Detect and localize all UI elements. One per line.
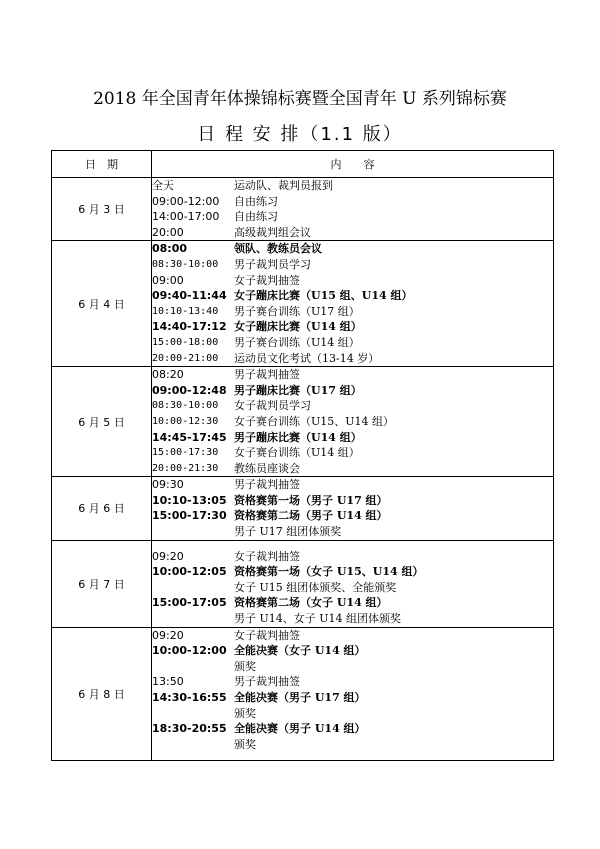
event-time: 10:10-13:40	[152, 305, 219, 317]
event-time: 20:00-21:30	[152, 462, 219, 474]
spacer	[152, 752, 553, 760]
event-description: 全能决赛（女子 U14 组）	[234, 644, 366, 658]
event-description: 女子裁判抽签	[234, 549, 300, 563]
event-time	[152, 524, 234, 540]
event-description: 颁奖	[234, 706, 256, 720]
schedule-line	[152, 257, 553, 273]
schedule-body	[52, 178, 554, 761]
event-time: 08:00	[152, 242, 188, 256]
day-date-cell: 6 月 8 日	[52, 627, 152, 761]
event-description: 运动队、裁判员报到	[234, 179, 333, 192]
event-time	[152, 737, 234, 753]
schedule-line	[152, 304, 553, 320]
schedule-line	[152, 508, 553, 524]
table-row	[52, 241, 554, 367]
schedule-line	[152, 335, 553, 351]
table-row	[52, 540, 554, 627]
event-time: 14:40-17:12	[152, 320, 227, 334]
schedule-line	[152, 477, 553, 493]
event-description: 女子 U15 组团体颁奖、全能颁奖	[234, 580, 397, 594]
day-content-cell	[152, 178, 554, 241]
schedule-line	[152, 398, 553, 414]
schedule-line	[152, 721, 553, 737]
schedule-line	[152, 241, 553, 257]
schedule-line	[152, 737, 553, 753]
event-time: 08:20	[152, 368, 184, 382]
event-description: 资格赛第一场（女子 U15、U14 组）	[234, 565, 424, 579]
event-time: 08:30-10:00	[152, 400, 219, 412]
table-header-row	[52, 151, 554, 178]
event-description: 女子蹦床比赛（U14 组）	[234, 320, 362, 334]
event-description: 全能决赛（男子 U17 组）	[234, 691, 366, 704]
schedule-line	[152, 430, 553, 446]
event-time: 全天	[152, 179, 174, 192]
event-time: 20:00-21:00	[152, 352, 219, 364]
event-time: 08:30-10:00	[152, 258, 219, 270]
schedule-table	[51, 150, 554, 761]
event-time: 14:30-16:55	[152, 691, 227, 704]
event-description: 教练员座谈会	[234, 461, 300, 475]
schedule-line	[152, 690, 553, 706]
event-time: 09:30	[152, 478, 184, 492]
event-time: 14:00-17:00	[152, 210, 220, 224]
event-time: 14:45-17:45	[152, 430, 227, 444]
event-description: 男子蹦床比赛（U17 组）	[234, 383, 362, 397]
event-description: 女子蹦床比赛（U15 组、U14 组）	[234, 289, 413, 303]
event-description: 资格赛第二场（女子 U14 组）	[234, 596, 388, 610]
day-date-cell: 6 月 6 日	[52, 477, 152, 540]
event-time: 09:40-11:44	[152, 289, 227, 303]
event-description: 女子赛台训练（U14 组）	[234, 446, 360, 460]
event-description: 男子裁判员学习	[234, 257, 311, 271]
event-description: 资格赛第二场（男子 U14 组）	[234, 509, 388, 523]
schedule-line	[152, 595, 553, 611]
event-description: 高级裁判组会议	[234, 225, 311, 239]
event-description: 男子赛台训练（U14 组）	[234, 335, 360, 349]
schedule-line	[152, 445, 553, 461]
table-row	[52, 367, 554, 477]
event-time: 15:00-17:05	[152, 596, 227, 610]
event-description: 自由练习	[234, 194, 278, 208]
event-time: 09:00-12:00	[152, 194, 220, 208]
event-description: 颁奖	[234, 659, 256, 673]
schedule-line	[152, 367, 553, 383]
day-content-cell	[152, 367, 554, 477]
event-description: 资格赛第一场（男子 U17 组）	[234, 493, 388, 507]
event-time	[152, 659, 234, 675]
event-time: 09:20	[152, 628, 184, 642]
header-date: 日 期	[52, 151, 152, 178]
document-title: 2018 年全国青年体操锦标赛暨全国青年 U 系列锦标赛	[93, 89, 507, 109]
schedule-line	[152, 461, 553, 477]
schedule-line	[152, 178, 553, 194]
event-time: 10:00-12:30	[152, 415, 219, 427]
event-time: 15:00-18:00	[152, 336, 219, 348]
event-description: 自由练习	[234, 210, 278, 224]
event-time: 10:00-12:00	[152, 644, 227, 658]
event-time: 13:50	[152, 675, 184, 689]
event-time: 20:00	[152, 225, 184, 239]
event-description: 女子裁判抽签	[234, 273, 300, 287]
schedule-line	[152, 209, 553, 225]
event-time: 10:10-13:05	[152, 493, 227, 507]
event-time: 09:20	[152, 549, 184, 563]
schedule-line	[152, 493, 553, 509]
event-description: 男子赛台训练（U17 组）	[234, 304, 360, 318]
day-date-cell: 6 月 7 日	[52, 540, 152, 627]
table-row	[52, 477, 554, 540]
schedule-line	[152, 319, 553, 335]
schedule-line	[152, 706, 553, 722]
day-content-cell	[152, 540, 554, 627]
schedule-subtitle: 日 程 安 排（1.1 版）	[197, 124, 403, 145]
day-content-cell	[152, 627, 554, 761]
spacer	[152, 541, 553, 549]
event-time: 09:00-12:48	[152, 383, 227, 397]
event-time	[152, 580, 234, 596]
event-time: 09:00	[152, 273, 184, 287]
event-description: 女子裁判员学习	[234, 399, 311, 413]
schedule-line	[152, 288, 553, 304]
header-content: 内 容	[152, 151, 554, 178]
event-description: 男子裁判抽签	[234, 478, 300, 492]
event-time	[152, 611, 234, 627]
schedule-line	[152, 674, 553, 690]
event-description: 男子 U17 组团体颁奖	[234, 525, 342, 539]
schedule-line	[152, 628, 553, 644]
table-row	[52, 627, 554, 761]
schedule-line	[152, 383, 553, 399]
event-time: 10:00-12:05	[152, 565, 227, 579]
schedule-line	[152, 225, 553, 241]
schedule-line	[152, 194, 553, 210]
schedule-line	[152, 273, 553, 289]
event-description: 全能决赛（男子 U14 组）	[234, 722, 366, 736]
event-description: 男子 U14、女子 U14 组团体颁奖	[234, 612, 402, 626]
schedule-line	[152, 564, 553, 580]
day-date-cell: 6 月 5 日	[52, 367, 152, 477]
day-date-cell: 6 月 4 日	[52, 241, 152, 367]
event-description: 领队、教练员会议	[234, 242, 322, 256]
event-description: 男子裁判抽签	[234, 675, 300, 689]
day-date-cell: 6 月 3 日	[52, 178, 152, 241]
schedule-line	[152, 414, 553, 430]
event-description: 运动员文化考试（13-14 岁）	[234, 351, 380, 365]
day-content-cell	[152, 241, 554, 367]
schedule-line	[152, 659, 553, 675]
schedule-line	[152, 580, 553, 596]
event-time: 18:30-20:55	[152, 722, 227, 736]
event-description: 男子蹦床比赛（U14 组）	[234, 430, 362, 444]
schedule-line	[152, 524, 553, 540]
event-description: 女子赛台训练（U15、U14 组）	[234, 414, 395, 428]
event-description: 女子裁判抽签	[234, 628, 300, 642]
day-content-cell	[152, 477, 554, 540]
event-description: 男子裁判抽签	[234, 368, 300, 382]
schedule-line	[152, 351, 553, 367]
table-row	[52, 178, 554, 241]
schedule-line	[152, 549, 553, 565]
event-time: 15:00-17:30	[152, 509, 227, 523]
schedule-line	[152, 643, 553, 659]
schedule-line	[152, 611, 553, 627]
event-time	[152, 706, 234, 722]
event-description: 颁奖	[234, 737, 256, 751]
event-time: 15:00-17:30	[152, 447, 219, 459]
